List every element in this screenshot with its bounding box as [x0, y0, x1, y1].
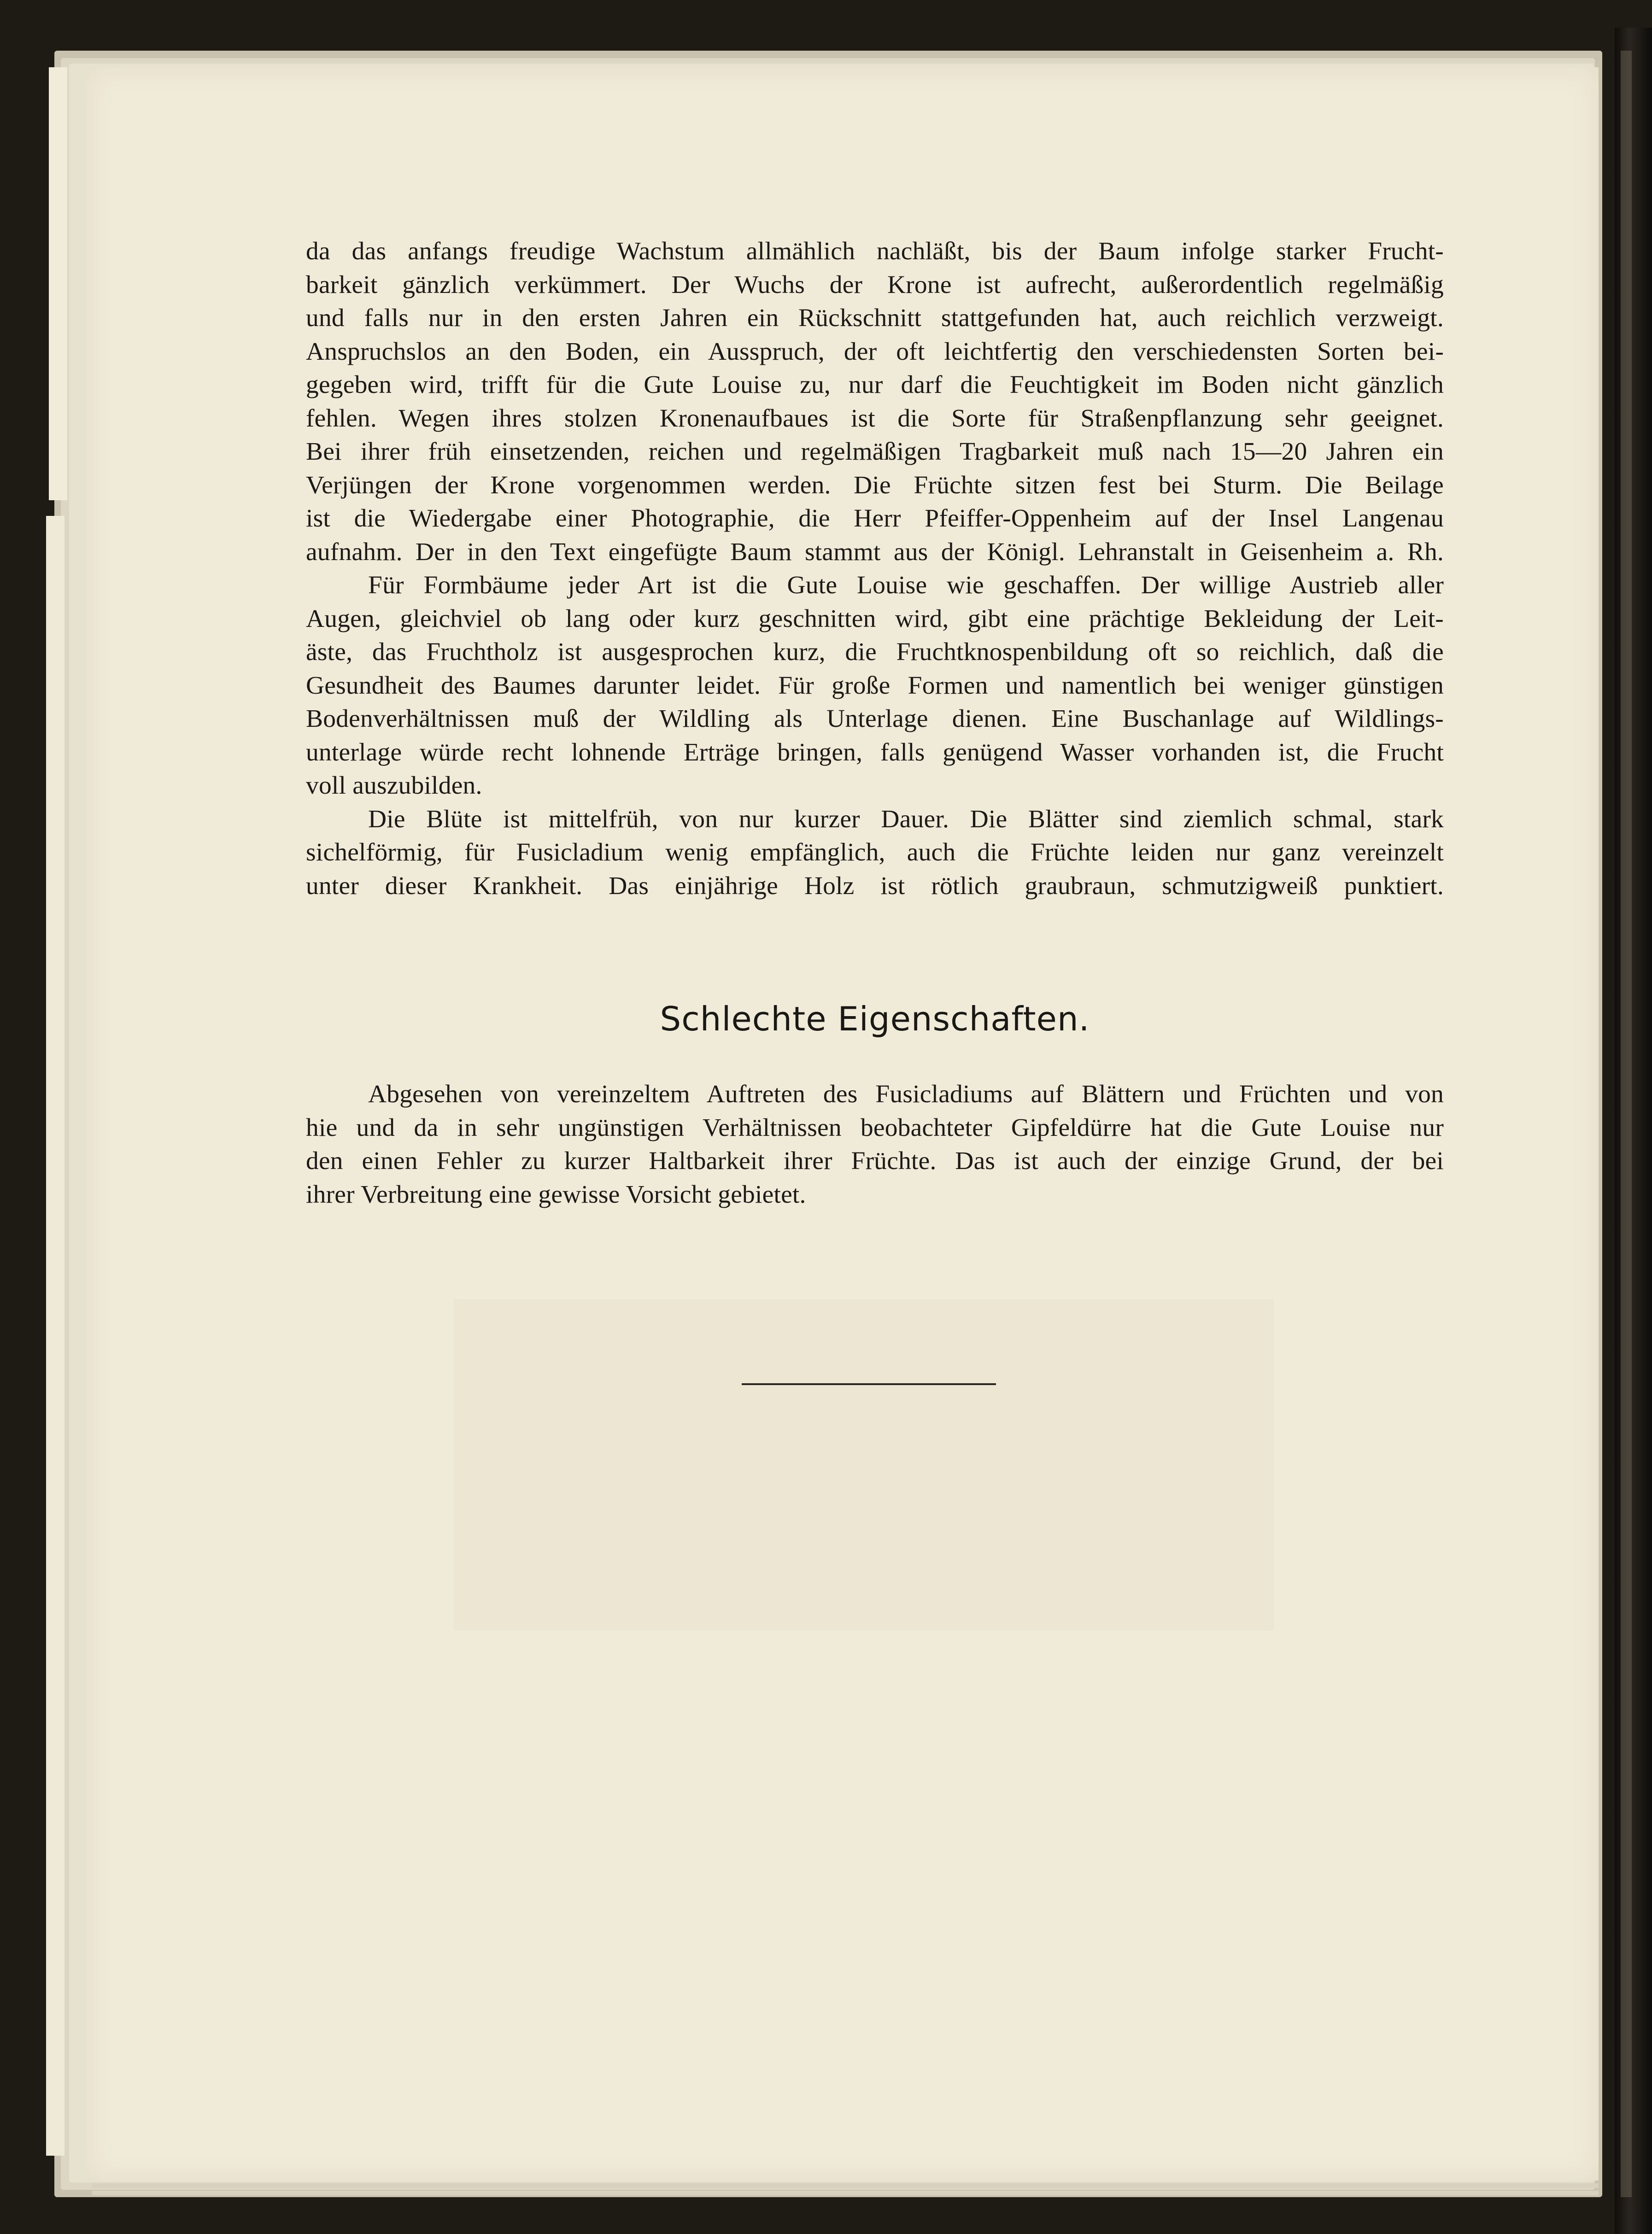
bottom-sheet-edge [92, 2191, 1599, 2195]
paragraph-growth [306, 235, 1444, 569]
left-page-edge [46, 516, 64, 2156]
text-line: unter dieser Krankheit. Das einjährige Holz ist rötlich graubraun, schmutzigweiß punktiert. [306, 871, 1444, 900]
text-line: Verjüngen der Krone vorgenommen werden. Die Früchte sitzen fest bei Sturm. Die Beilage [306, 471, 1444, 499]
text-line: den einen Fehler zu kurzer Haltbarkeit ihrer Früchte. Das ist auch der einzige Grund, der bei [306, 1147, 1444, 1175]
text-line: fehlen. Wegen ihres stolzen Kronenaufbaues ist die Sorte für Straßenpflanzung sehr geeignet. [306, 404, 1444, 433]
text-line: Anspruchslos an den Boden, ein Ausspruch, der oft leichtfertig den verschiedensten Sorten bei- [306, 337, 1444, 366]
text-line: Für Formbäume jeder Art ist die Gute Louise wie geschaffen. Der willige Austrieb aller [368, 571, 1444, 599]
text-line: äste, das Fruchtholz ist ausgesprochen kurz, die Fruchtknospenbildung oft so reichlich, daß die [306, 638, 1444, 666]
bottom-sheet-edge [92, 2183, 1599, 2188]
text-line: Die Blüte ist mittelfrüh, von nur kurzer Dauer. Die Blätter sind ziemlich schmal, stark [368, 805, 1444, 833]
text-line: unterlage würde recht lohnende Erträge bringen, falls genügend Wasser vorhanden ist, die Frucht [306, 738, 1444, 766]
text-line: ist die Wiedergabe einer Photographie, die Herr Pfeiffer-Oppenheim auf der Insel Langenau [306, 504, 1444, 532]
text-line: Augen, gleichviel ob lang oder kurz geschnitten wird, gibt eine prächtige Bekleidung der Leit- [306, 604, 1444, 633]
text-line: voll auszubilden. [306, 772, 482, 800]
body-text [306, 235, 1444, 903]
text-line: sichelförmig, für Fusicladium wenig empfänglich, auch die Früchte leiden nur ganz vereinzelt [306, 838, 1444, 866]
plate-impression [454, 1299, 1274, 1631]
text-line: barkeit gänzlich verkümmert. Der Wuchs der Krone ist aufrecht, außerordentlich regelmäßig [306, 270, 1444, 299]
section-divider-rule [742, 1383, 996, 1385]
text-line: Abgesehen von vereinzeltem Auftreten des Fusicladiums auf Blättern und Früchten und von [368, 1080, 1444, 1108]
text-line: ihrer Verbreitung eine gewisse Vorsicht gebietet. [306, 1180, 806, 1209]
text-line: da das anfangs freudige Wachstum allmählich nachläßt, bis der Baum infolge starker Frucht- [306, 237, 1444, 265]
paragraph-formbaeume [306, 569, 1444, 803]
text-line: und falls nur in den ersten Jahren ein Rückschnitt stattgefunden hat, auch reichlich verzweigt. [306, 304, 1444, 332]
text-line: aufnahm. Der in den Text eingefügte Baum stammt aus der Königl. Lehranstalt in Geisenheim a. Rh. [306, 538, 1444, 566]
text-line: Gesundheit des Baumes darunter leidet. Für große Formen und namentlich bei weniger günstigen [306, 671, 1444, 700]
text-line: Bei ihrer früh einsetzenden, reichen und regelmäßigen Tragbarkeit muß nach 15—20 Jahren ein [306, 438, 1444, 466]
left-page-edge [49, 67, 67, 500]
paragraph-schlechte [306, 1078, 1444, 1211]
section-body [306, 1078, 1444, 1211]
text-line: hie und da in sehr ungünstigen Verhältnissen beobachteter Gipfeldürre hat die Gute Louise nur [306, 1113, 1444, 1142]
text-line: gegeben wird, trifft für die Gute Louise zu, nur darf die Feuchtigkeit im Boden nicht gänzlich [306, 371, 1444, 399]
text-line: Bodenverhältnissen muß der Wildling als Unterlage dienen. Eine Buschanlage auf Wildlings- [306, 705, 1444, 733]
section-heading: Schlechte Eigenschaften. [660, 1000, 1090, 1038]
binding-highlight [1621, 51, 1632, 2197]
paragraph-bluete [306, 803, 1444, 903]
